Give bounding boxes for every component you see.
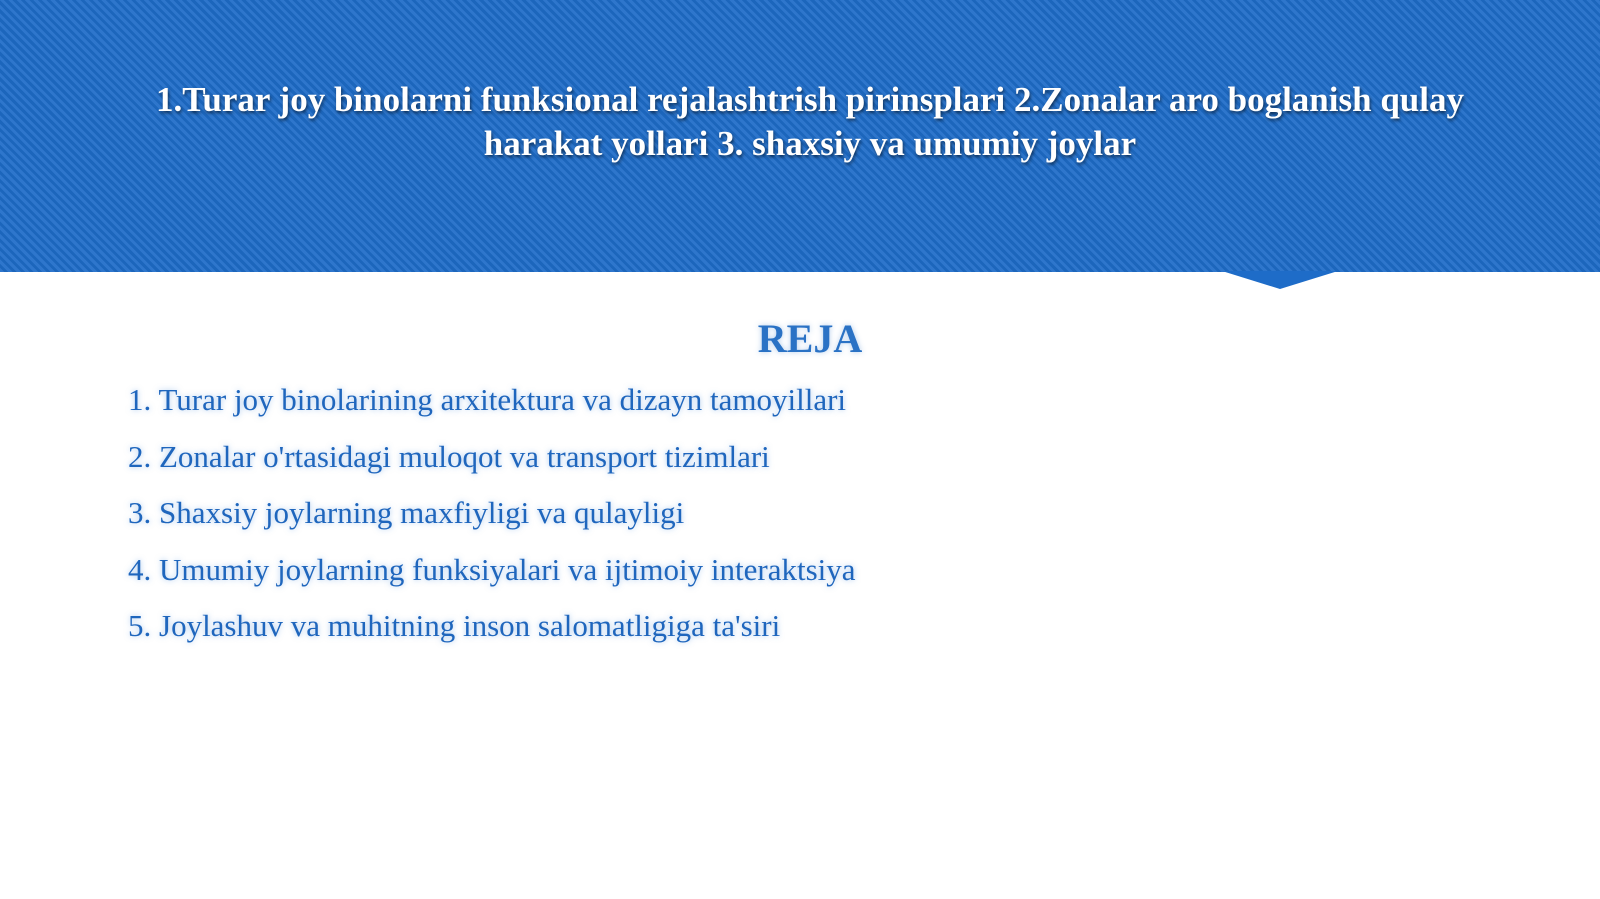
header-band <box>0 0 1600 272</box>
plan-list <box>128 376 856 659</box>
plan-item-4: 4. Umumiy joylarning funksiyalari va ijtimoiy interaktsiya <box>128 551 856 587</box>
plan-item-5: 5. Joylashuv va muhitning inson salomatligiga ta'siri <box>128 608 781 643</box>
header-notch-decoration <box>1222 271 1338 289</box>
plan-item-2: 2. Zonalar o'rtasidagi muloqot va transport tizimlari <box>128 438 770 474</box>
plan-item-1: 1. Turar joy binolarining arxitektura va dizayn tamoyillari <box>128 382 847 417</box>
plan-item-3: 3. Shaxsiy joylarning maxfiyligi va qulayligi <box>128 495 685 530</box>
slide-title: 1.Turar joy binolarni funksional rejalashtrish pirinsplari 2.Zonalar aro boglanish qulay harakat yollari 3. shaxsiy va umumiy joylar <box>156 80 1464 163</box>
plan-heading: REJA <box>757 316 863 361</box>
